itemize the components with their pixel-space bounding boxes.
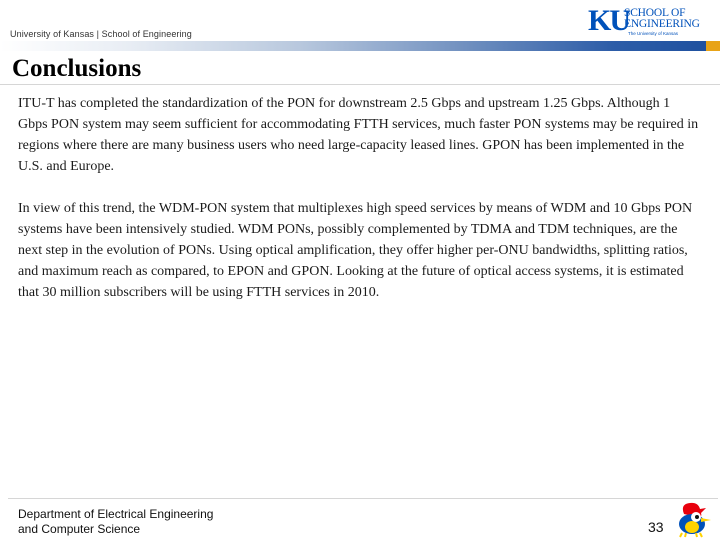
logo-line-1: SCHOOL OF bbox=[624, 7, 686, 19]
ku-school-of-engineering-logo bbox=[588, 6, 718, 40]
department-footer bbox=[18, 507, 213, 537]
page-number: 33 bbox=[648, 519, 664, 535]
slide-title: Conclusions bbox=[12, 55, 142, 82]
logo-line-2: ENGINEERING bbox=[624, 18, 700, 30]
slide-body bbox=[18, 93, 702, 324]
title-divider bbox=[0, 84, 720, 85]
department-line-2: and Computer Science bbox=[18, 522, 141, 536]
ku-logo-mark: KU bbox=[588, 4, 629, 37]
jayhawk-mascot-icon bbox=[670, 500, 714, 538]
paragraph-standardization: ITU-T has completed the standardization of the PON for downstream 2.5 Gbps and upstream 1.25 Gbps. Although 1 Gbps PON system may seem sufficient for accommodating FTTH services, much faster PON systems may be required in regions where there are many business users who need large-capacity leased lines. GPON has been implemented in the U.S. and Europe. bbox=[18, 96, 699, 174]
paragraph-wdm-pon-trend: In view of this trend, the WDM-PON system that multiplexes high speed services by means of WDM and 10 Gbps PON systems have been intensively studied. WDM PONs, possibly complemented by TDMA and TDM techniques, are the next step in the evolution of PONs. Using optical amplification, they offer higher per-ONU bandwidths, splitting ratios, and maximum reach as compared, to EPON and GPON. Looking at the future of optical access systems, it is estimated that 30 million subscribers will be using FTTH services in 2010. bbox=[18, 201, 693, 300]
header-gradient-bar bbox=[0, 41, 720, 51]
org-line: University of Kansas | School of Engineering bbox=[10, 29, 192, 39]
logo-line-3: The University of Kansas bbox=[628, 31, 679, 36]
footer-divider bbox=[8, 498, 718, 499]
logo-text bbox=[624, 8, 700, 30]
department-line-1: Department of Electrical Engineering bbox=[18, 507, 214, 521]
